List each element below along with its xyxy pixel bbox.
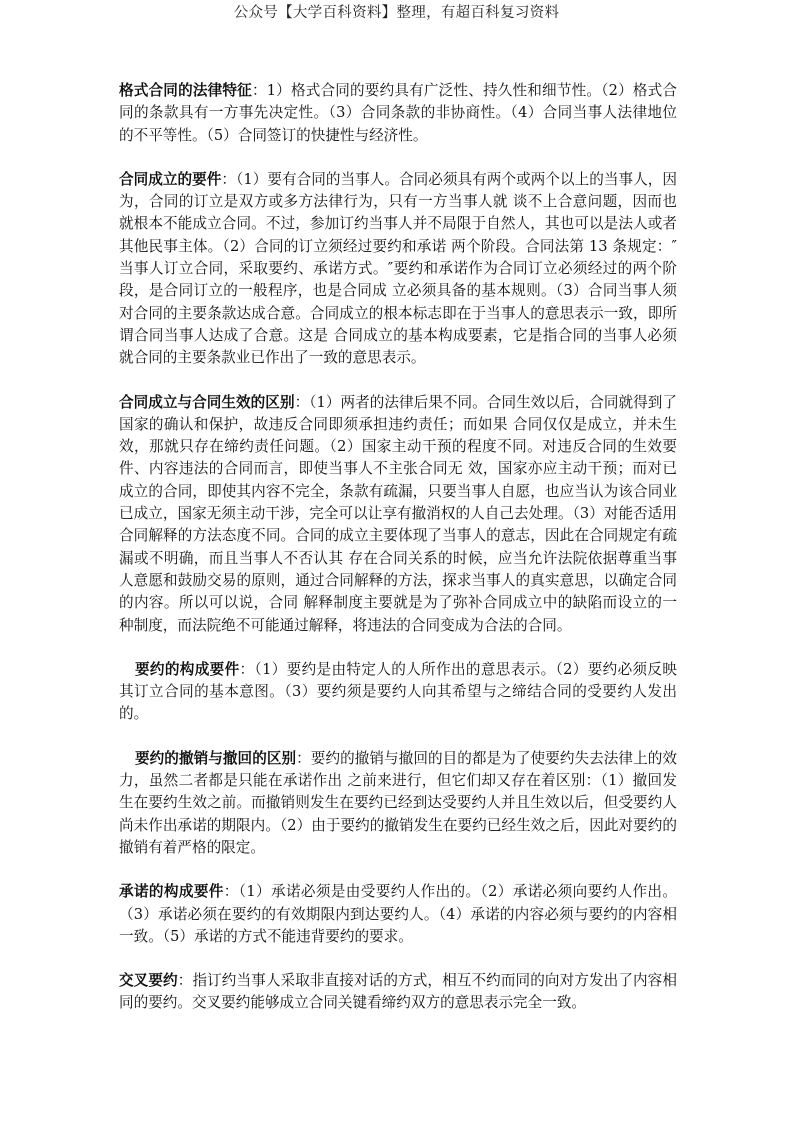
- paragraph-text: （1）要有合同的当事人。合同必须具有两个或两个以上的当事人，因为，合同的订立是双方或多方法律行为，只有一方当事人就 谈不上合意问题，因而也就根本不能成立合同。不过，参加订约当事人并不局限于自然人，其也可以是法人或者其他民事主体。（2）合同的订立须经过要约和承诺 两个阶段。合同法第 13 条规定：″当事人订立合同，采取要约、承诺方式。″要约和承诺作为合同订立必须经过的两个阶段，是合同订立的一般程序，也是合同成 立必须具备的基本规则。（3）合同当事人须对合同的主要条款达成合意。合同成立的根本标志即在于当事人的意思表示一致，即所谓合同当事人达成了合意。这是 合同成立的基本构成要素，它是指合同的当事人必须就合同的主要条款业已作出了一致的意思表示。: [119, 170, 677, 367]
- document-body: [119, 80, 677, 1037]
- term-heading: 承诺的构成要件: [119, 883, 224, 901]
- term-separator: ：: [239, 660, 255, 678]
- page-header: 公众号【大学百科资料】整理，有超百科复习资料: [233, 5, 560, 21]
- term-heading: 格式合同的法律特征: [119, 82, 252, 99]
- paragraph-acceptance-elements: [119, 881, 677, 948]
- term-heading: 要约的撤销与撤回的区别: [135, 749, 297, 767]
- term-heading: 要约的构成要件: [135, 660, 240, 678]
- paragraph-offer-revocation-vs-withdrawal: [119, 748, 677, 859]
- term-heading: 合同成立与合同生效的区别: [119, 393, 295, 411]
- paragraph-formation-vs-effectiveness: [119, 392, 677, 637]
- term-heading: 合同成立的要件: [119, 170, 222, 188]
- paragraph-text: （1）承诺必须是由受要约人作出的。（2）承诺必须向要约人作出。（3）承诺必须在要约的有效期限内到达要约人。（4）承诺的内容必须与要约的内容相一致。（5）承诺的方式不能违背要约的要求。: [119, 883, 677, 945]
- paragraph-text: 1）格式合同的要约具有广泛性、持久性和细节性。（2）格式合同的条款具有一方事先决定性。（3）合同条款的非协商性。（4）合同当事人法律地位的不平等性。（5）合同签订的快捷性与经济性。: [119, 82, 677, 144]
- paragraph-text: （1）要约是由特定人的人所作出的意思表示。（2）要约必须反映其订立合同的基本意图。（3）要约须是要约人向其希望与之缔结合同的受要约人发出的。: [119, 660, 677, 723]
- term-separator: ：: [294, 393, 310, 411]
- term-heading: 交叉要约: [119, 972, 178, 990]
- paragraph-contract-formation-elements: [119, 169, 677, 370]
- term-separator: ：: [221, 170, 237, 188]
- term-separator: ：: [296, 749, 311, 767]
- paragraph-text: （1）两者的法律后果不同。合同生效以后，合同就得到了国家的确认和保护，故违反合同即须承担违约责任；而如果 合同仅仅是成立，并未生效，那就只存在缔约责任问题。（2）国家主动干预的程度不同。对违反合同的生效要件、内容违法的合同而言，即使当事人不主张合同无 效，国家亦应主动干预；而对已成立的合同，即使其内容不完全，条款有疏漏，只要当事人自愿，也应当认为该合同业已成立，国家无须主动干涉，完全可以让享有撤消权的人自己去处理。（3）对能否适用合同解释的方法态度不同。合同的成立主要体现了当事人的意志，因此在合同规定有疏漏或不明确，而且当事人不否认其 存在合同关系的时候，应当允许法院依据尊重当事人意愿和鼓励交易的原则，通过合同解释的方法，探求当事人的真实意思，以确定合同的内容。所以可以说，合同 解释制度主要就是为了弥补合同成立中的缺陷而设立的一种制度，而法院绝不可能通过解释，将违法的合同变成为合法的合同。: [119, 393, 677, 634]
- term-separator: ：: [177, 972, 193, 990]
- term-separator: ：: [251, 82, 267, 99]
- paragraph-cross-offer: [119, 970, 677, 1015]
- paragraph-text: 要约的撤销与撤回的目的都是为了使要约失去法律上的效力，虽然二者都是只能在承诺作出 之前来进行，但它们却又存在着区别：（1）撤回发生在要约生效之前。而撤销则发生在要约已经到达受要约人并且生效以后，但受要约人尚未作出承诺的期限内。（2）由于要约的撤销发生在要约已经生效之后，因此对要约的撤销有着严格的限定。: [119, 749, 677, 856]
- paragraph-text: 指订约当事人采取非直接对话的方式，相互不约而同的向对方发出了内容相同的要约。交叉要约能够成立合同关键看缔约双方的意思表示完全一致。: [119, 972, 677, 1012]
- paragraph-standard-contract-features: [119, 80, 677, 147]
- paragraph-offer-elements: [119, 659, 677, 726]
- term-separator: ：: [223, 883, 239, 901]
